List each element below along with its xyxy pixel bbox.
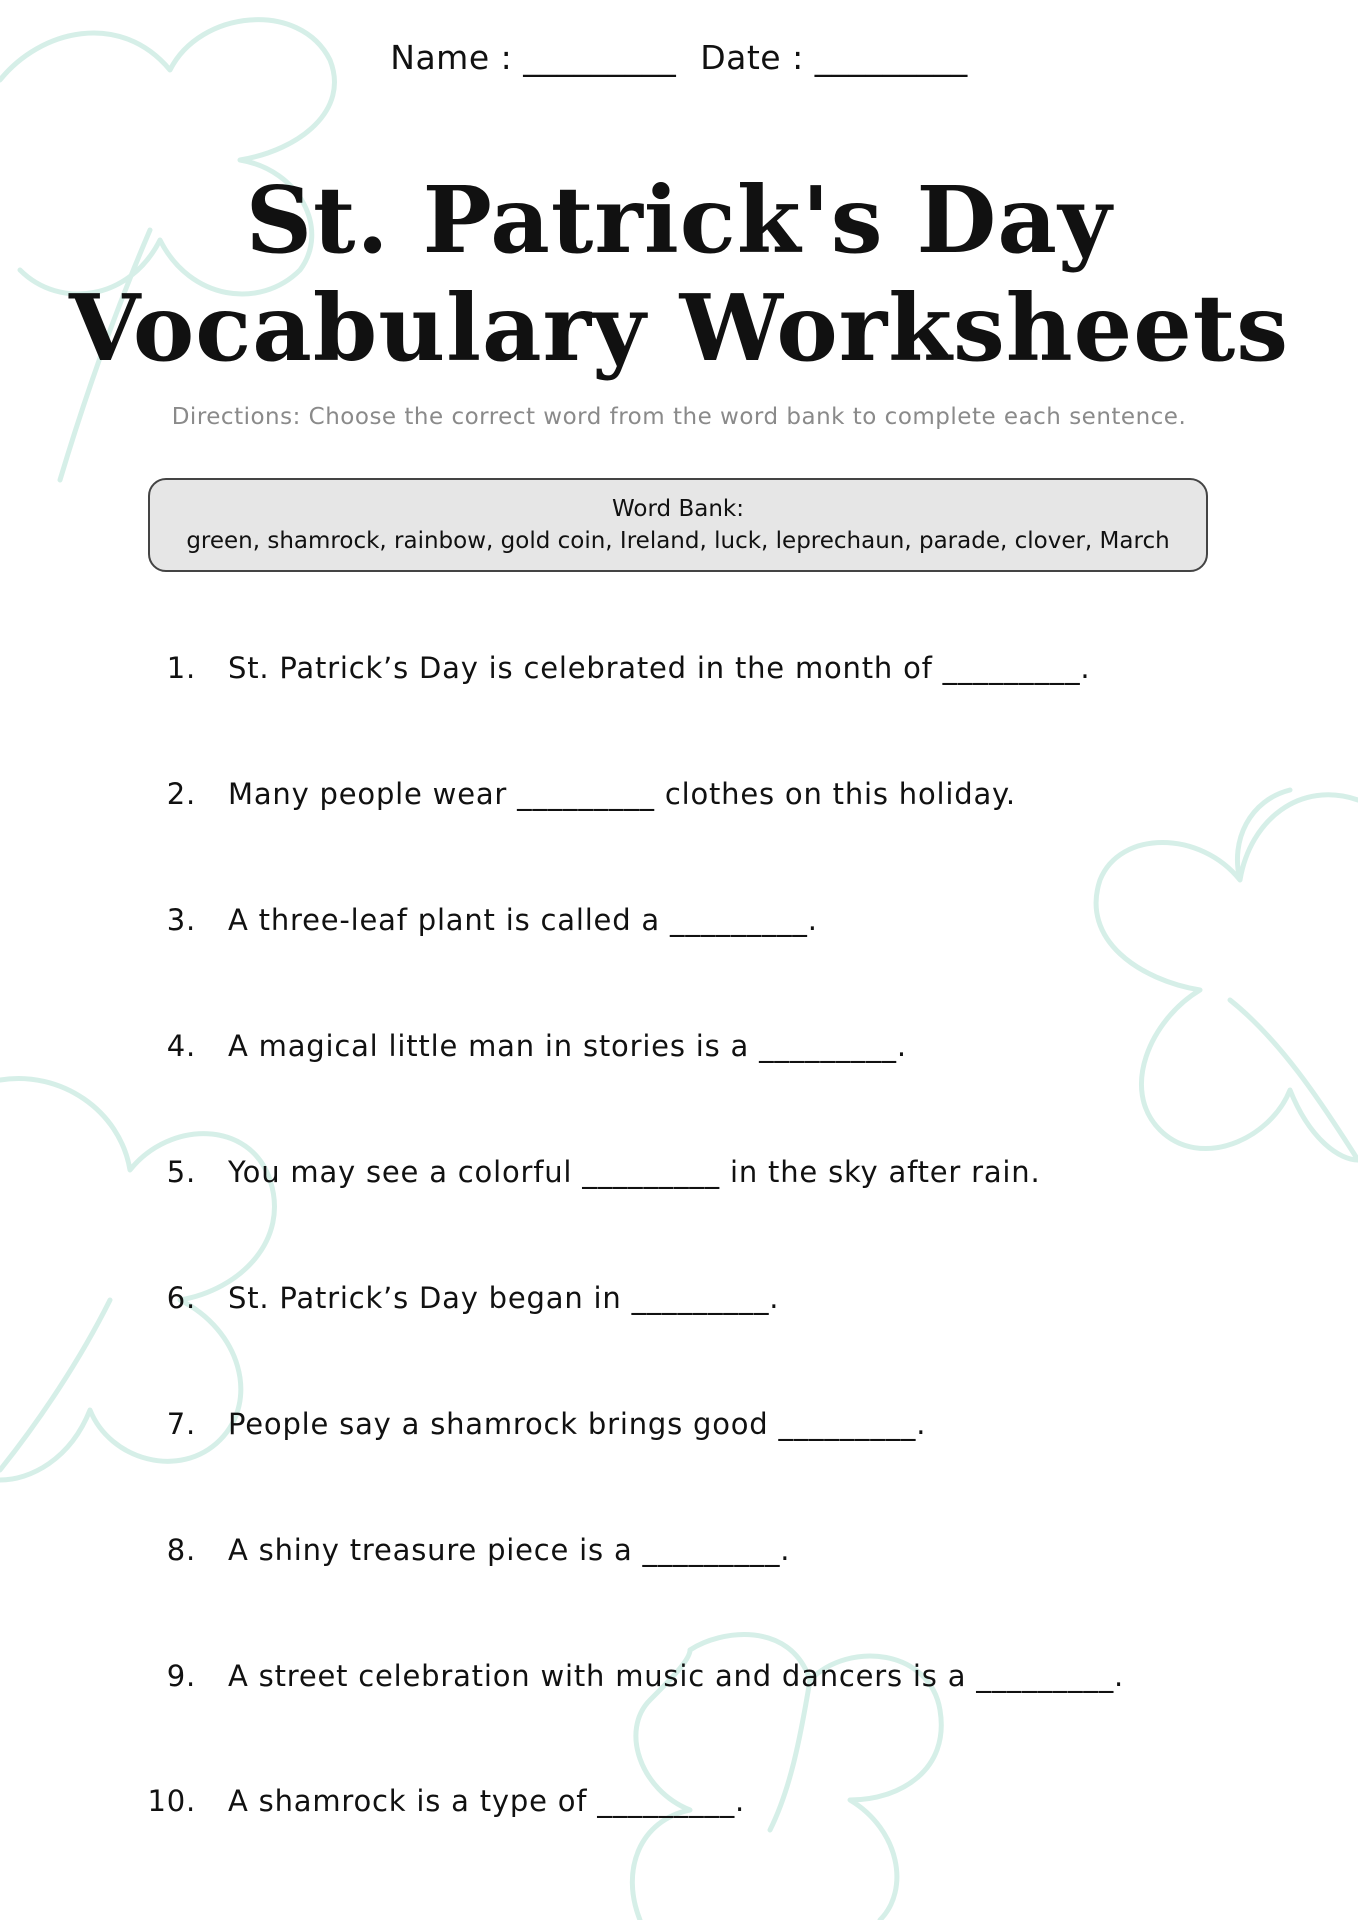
question-item [0,1273,1358,1323]
question-number: 1. [166,651,196,685]
name-field[interactable]: Name : _________ [390,38,677,77]
question-number: 3. [166,903,196,937]
question-item [0,1399,1358,1449]
question-number: 10. [147,1784,196,1818]
title-line-2: Vocabulary Worksheets [68,274,1290,382]
question-text[interactable]: A magical little man in stories is a _________. [228,1029,907,1063]
question-item [0,1776,1358,1826]
question-number: 2. [166,777,196,811]
question-number: 8. [166,1533,196,1567]
question-text[interactable]: A shiny treasure piece is a _________. [228,1533,791,1567]
question-number: 9. [166,1659,196,1693]
question-item [0,1651,1358,1701]
question-text[interactable]: St. Patrick’s Day began in _________. [228,1281,780,1315]
question-text[interactable]: St. Patrick’s Day is celebrated in the month of _________. [228,651,1091,685]
directions-text: Directions: Choose the correct word from the word bank to complete each sentence. [171,404,1187,430]
question-text[interactable]: A three-leaf plant is called a _________. [228,903,818,937]
question-item [0,895,1358,945]
question-text[interactable]: You may see a colorful _________ in the sky after rain. [228,1155,1041,1189]
question-text[interactable]: People say a shamrock brings good _________. [228,1407,927,1441]
question-number: 7. [166,1407,196,1441]
question-text[interactable]: Many people wear _________ clothes on this holiday. [228,777,1016,811]
word-bank-heading: Word Bank: [612,496,744,522]
question-item [0,1525,1358,1575]
word-bank-words: green, shamrock, rainbow, gold coin, Ireland, luck, leprechaun, parade, clover, March [186,528,1170,554]
question-number: 5. [166,1155,196,1189]
question-number: 4. [166,1029,196,1063]
question-item [0,1147,1358,1197]
question-text[interactable]: A shamrock is a type of _________. [228,1784,746,1818]
title-line-1: St. Patrick's Day [245,166,1113,274]
question-number: 6. [166,1281,196,1315]
question-item [0,643,1358,693]
date-field[interactable]: Date : _________ [700,38,968,77]
question-item [0,1021,1358,1071]
question-item [0,769,1358,819]
question-text[interactable]: A street celebration with music and dancers is a _________. [228,1659,1125,1693]
